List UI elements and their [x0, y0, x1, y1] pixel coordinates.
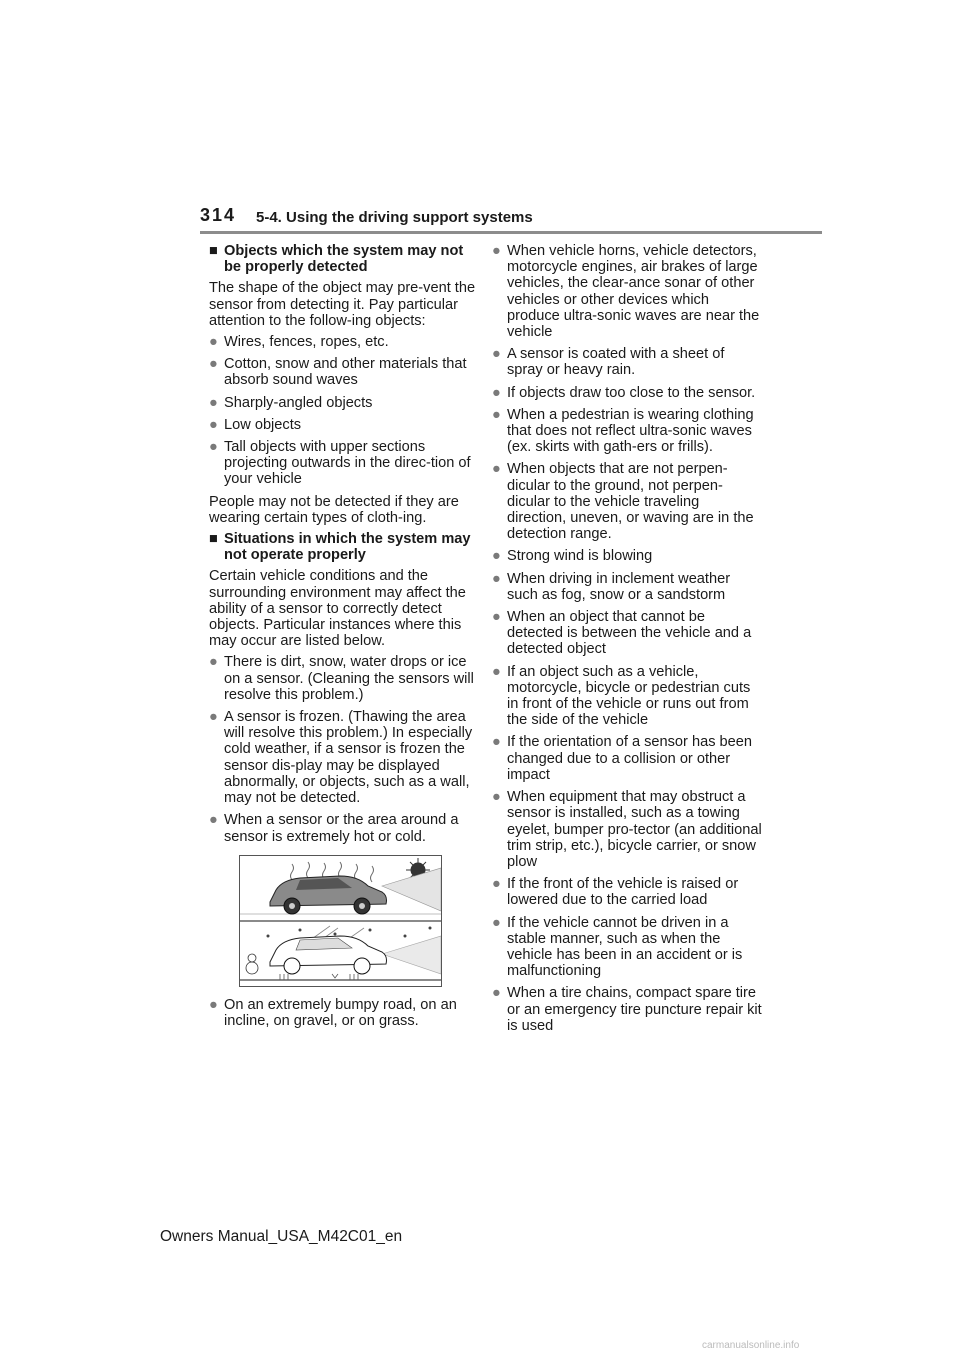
list-item: ● When a sensor or the area around a sensor is extremely hot or cold.	[209, 812, 459, 845]
circle-bullet-icon: ●	[209, 812, 218, 829]
list-item: ● When a pedestrian is wearing clothing that does not reflect ultra-sonic waves (ex. skirts with gath-ers or frills).	[492, 406, 754, 456]
circle-bullet-icon: ●	[492, 570, 501, 587]
list-item: ● When driving in inclement weather such as fog, snow or a sandstorm	[492, 570, 731, 603]
circle-bullet-icon: ●	[209, 709, 218, 726]
circle-bullet-icon: ●	[492, 548, 501, 565]
list-item: ● Low objects	[209, 416, 302, 433]
list-item: ● Tall objects with upper sections projecting outwards in the direc-tion of your vehicle	[209, 439, 471, 488]
circle-bullet-icon: ●	[492, 461, 501, 478]
watermark: carmanualsonline.info	[702, 1340, 800, 1351]
circle-bullet-icon: ●	[492, 789, 501, 806]
left-column	[209, 243, 479, 1035]
circle-bullet-icon: ●	[209, 439, 218, 456]
list-item: ● Cotton, snow and other materials that absorb sound waves	[209, 356, 467, 389]
circle-bullet-icon: ●	[492, 914, 501, 931]
list-item: ● A sensor is frozen. (Thawing the area will resolve this problem.) In especially cold weather, if a sensor is frozen the sensor dis-play may be displayed abnormally, or objects, such as a wall, may not be detected.	[209, 709, 473, 807]
paragraph: Certain vehicle conditions and the surrounding environment may affect the ability of a sensor to correctly detect objects. Particular instances where this may occur are listed below.	[209, 568, 466, 650]
paragraph: People may not be detected if they are wearing certain types of cloth-ing.	[209, 493, 459, 526]
list-item: ● When equipment that may obstruct a sensor is installed, such as a towing eyelet, bumper pro-tector (an additional trim strip, etc.), bicycle carrier, or snow plow	[492, 789, 762, 870]
circle-bullet-icon: ●	[209, 356, 218, 373]
circle-bullet-icon: ●	[492, 876, 501, 893]
square-bullet-icon: ■	[209, 531, 218, 548]
circle-bullet-icon: ●	[209, 996, 218, 1013]
list-item: ● If the front of the vehicle is raised or lowered due to the carried load	[492, 876, 739, 909]
circle-bullet-icon: ●	[492, 406, 501, 423]
list-item: ● There is dirt, snow, water drops or ice on a sensor. (Cleaning the sensors will resolve this problem.)	[209, 654, 474, 703]
list-item: ● If the orientation of a sensor has been changed due to a collision or other impact	[492, 734, 753, 783]
circle-bullet-icon: ●	[209, 416, 218, 433]
list-item: ● Strong wind is blowing	[492, 548, 653, 565]
circle-bullet-icon: ●	[492, 985, 501, 1002]
page-header	[200, 205, 822, 235]
section-title: 5-4. Using the driving support systems	[256, 209, 533, 226]
circle-bullet-icon: ●	[209, 394, 218, 411]
circle-bullet-icon: ●	[492, 384, 501, 401]
circle-bullet-icon: ●	[209, 334, 218, 351]
circle-bullet-icon: ●	[492, 346, 501, 363]
circle-bullet-icon: ●	[492, 663, 501, 680]
subheading-situations: ■ Situations in which the system may not operate properly	[209, 531, 471, 564]
list-item: ● When vehicle horns, vehicle detectors, motorcycle engines, air brakes of large vehicles, the clear-ance sonar of other vehicles or other devices which produce ultra-sonic waves are near the vehicle	[492, 243, 760, 341]
header-rule	[200, 231, 822, 234]
list-item: ● If objects draw too close to the sensor.	[492, 384, 756, 401]
square-bullet-icon: ■	[209, 243, 218, 259]
subheading-undetected-objects: ■ Objects which the system may not be properly detected	[209, 243, 464, 276]
hot-cold-sensor-illustration	[239, 855, 442, 987]
circle-bullet-icon: ●	[492, 734, 501, 751]
list-item: ● If an object such as a vehicle, motorcycle, bicycle or pedestrian cuts in front of the vehicle or runs out from the side of the vehicle	[492, 663, 751, 729]
car-icon	[270, 936, 387, 974]
list-item: ● When an object that cannot be detected is between the vehicle and a detected object	[492, 609, 752, 658]
paragraph: The shape of the object may pre-vent the sensor from detecting it. Pay particular attention to the follow-ing objects:	[209, 280, 476, 329]
page-number: 314	[200, 205, 237, 225]
right-column	[492, 243, 762, 1040]
circle-bullet-icon: ●	[209, 654, 218, 671]
car-weather-illustration	[240, 856, 441, 986]
list-item: ● A sensor is coated with a sheet of spray or heavy rain.	[492, 346, 725, 379]
list-item: ● Sharply-angled objects	[209, 394, 373, 411]
list-item: ● When a tire chains, compact spare tire or an emergency tire puncture repair kit is used	[492, 985, 762, 1034]
circle-bullet-icon: ●	[492, 243, 501, 259]
list-item: ● If the vehicle cannot be driven in a stable manner, such as when the vehicle has been in an accident or is malfunctioning	[492, 914, 743, 980]
circle-bullet-icon: ●	[492, 609, 501, 626]
list-item: ● Wires, fences, ropes, etc.	[209, 334, 389, 351]
snowman-icon	[246, 954, 258, 974]
page-footer: Owners Manual_USA_M42C01_en	[160, 1228, 403, 1245]
list-item: ● When objects that are not perpen-dicular to the ground, not perpen-dicular to the vehicle traveling direction, uneven, or waving are in the detection range.	[492, 461, 754, 543]
list-item: ● On an extremely bumpy road, on an incline, on gravel, or on grass.	[209, 996, 457, 1029]
